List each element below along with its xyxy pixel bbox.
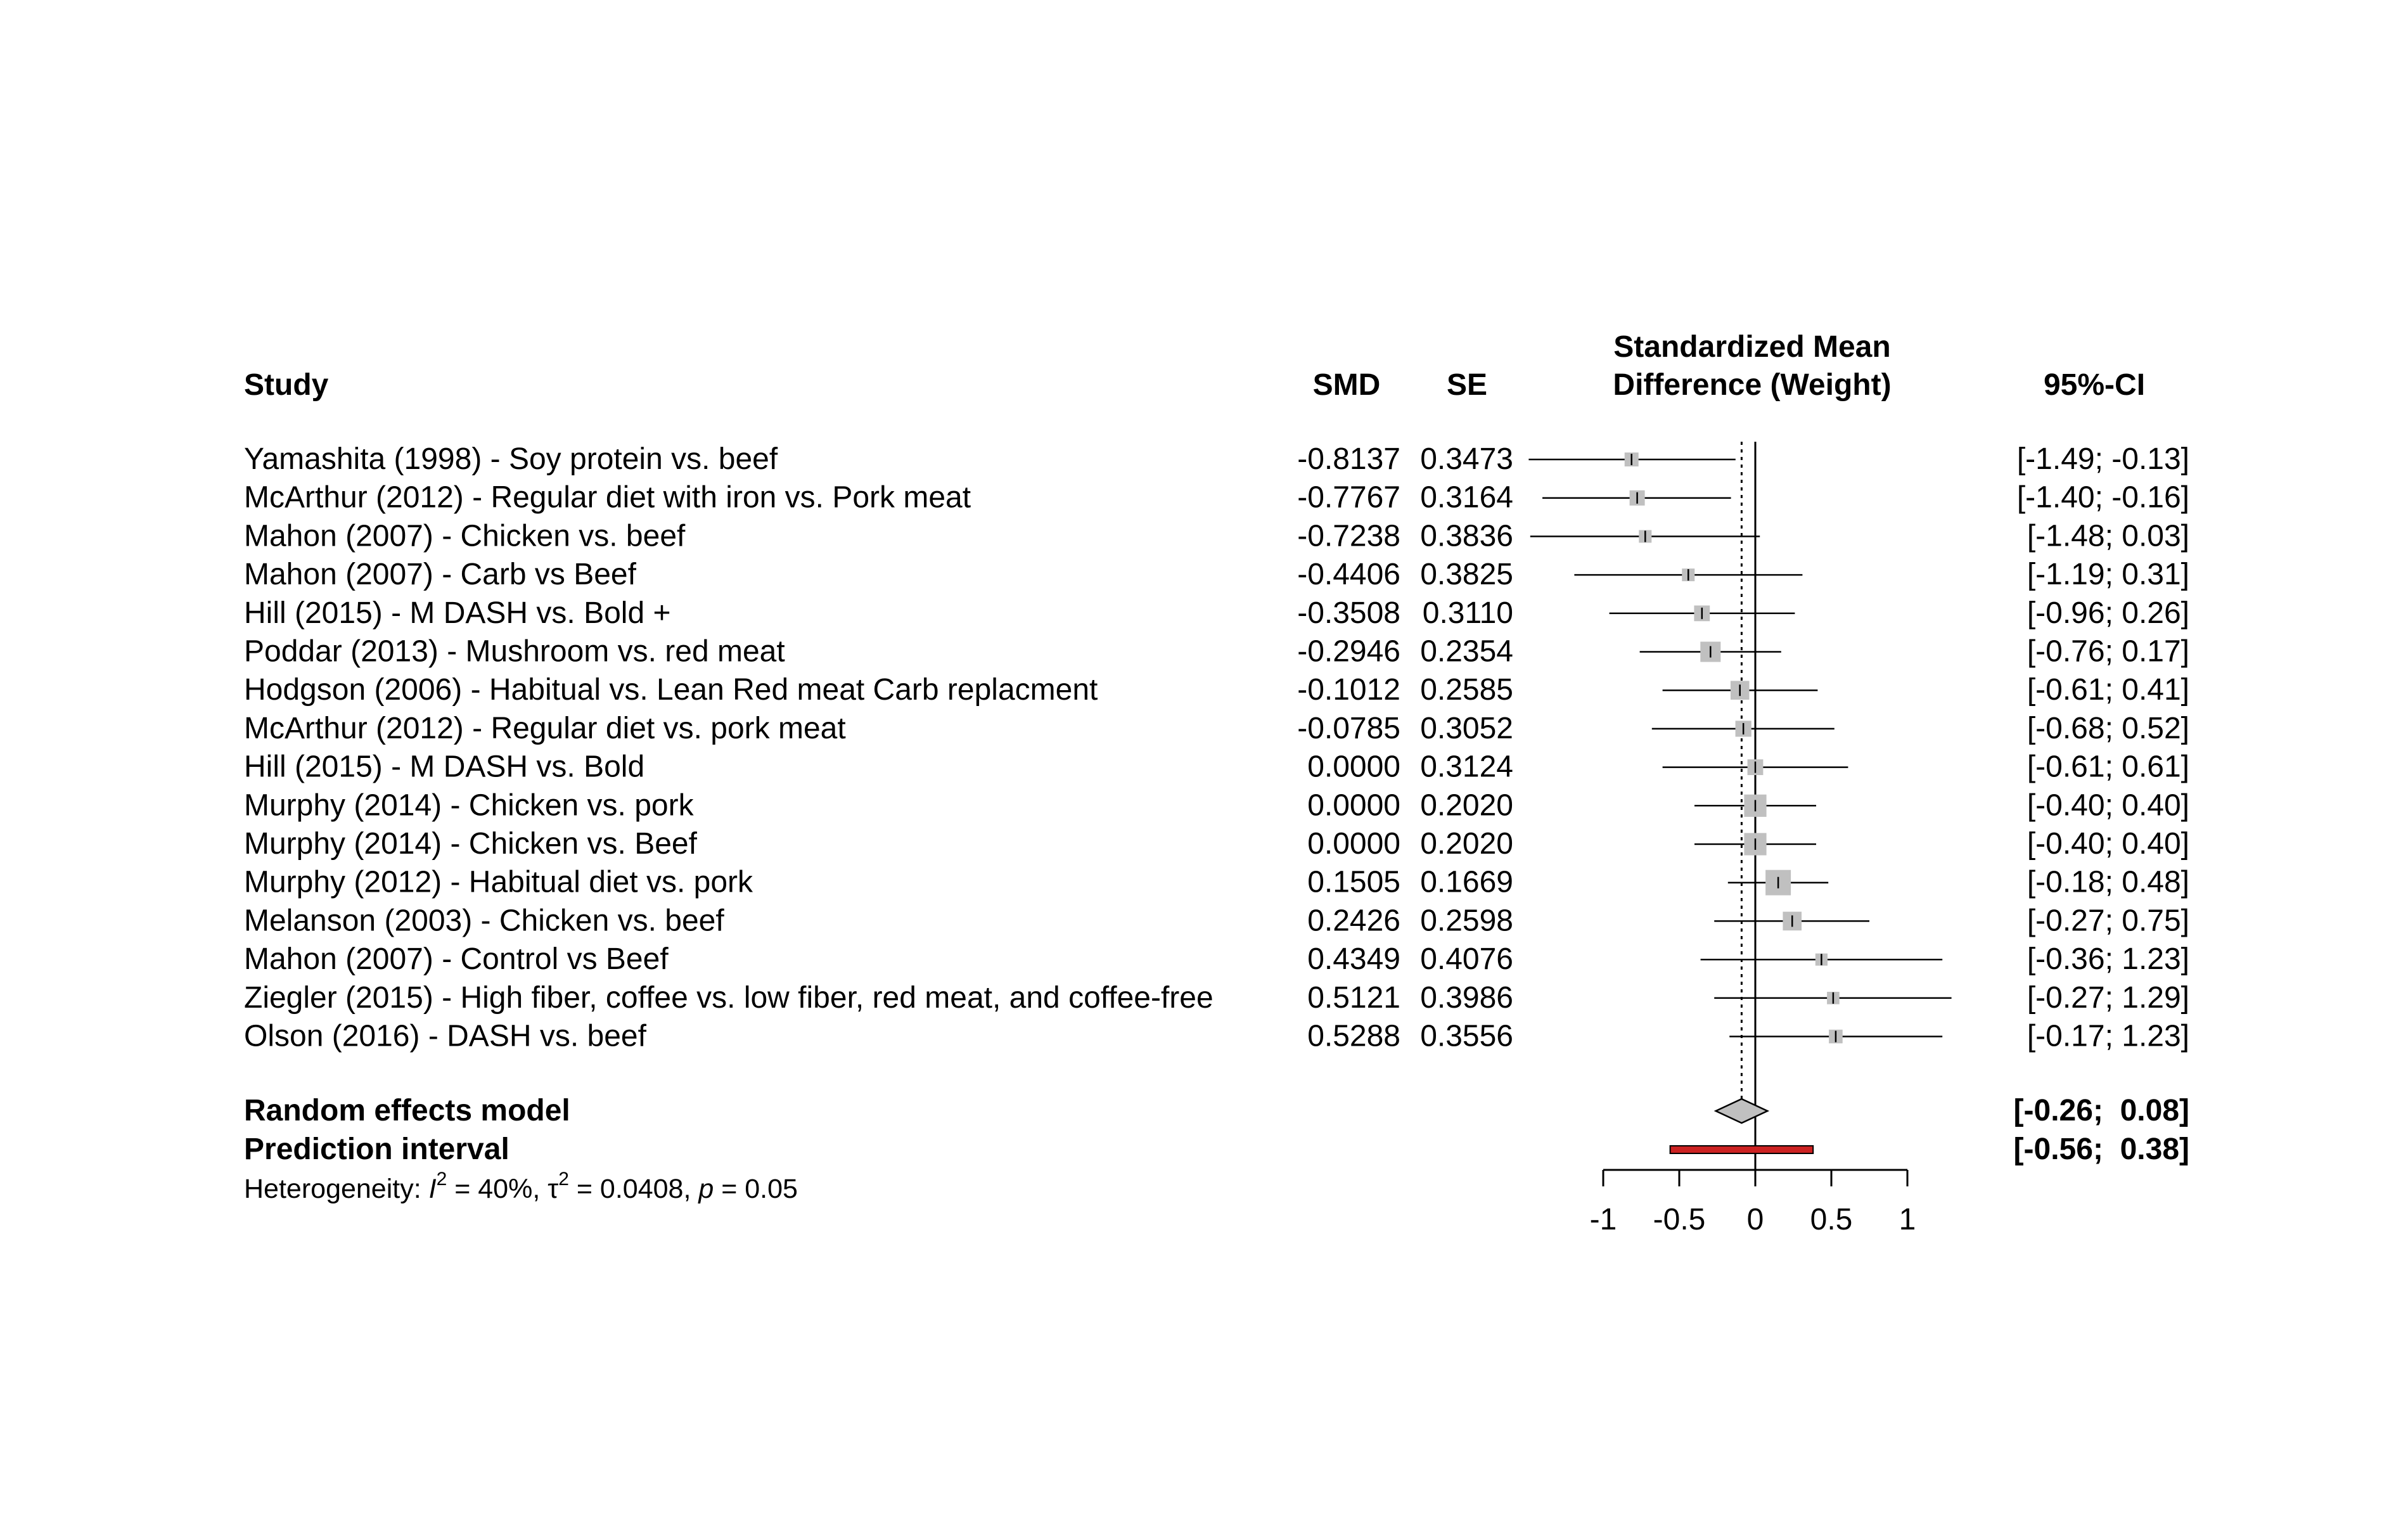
header-smd: SMD xyxy=(1312,368,1381,402)
study-label: Murphy (2014) - Chicken vs. Beef xyxy=(244,827,697,861)
study-ci: [-0.27; 1.29] xyxy=(2027,980,2189,1015)
study-se: 0.3124 xyxy=(1420,750,1513,784)
study-smd: 0.5121 xyxy=(1307,980,1400,1015)
study-ci: [-0.76; 0.17] xyxy=(2027,634,2189,669)
random-effects-diamond xyxy=(1716,1099,1768,1123)
study-smd: -0.0785 xyxy=(1297,711,1400,745)
study-smd: -0.7238 xyxy=(1297,519,1400,553)
study-ci: [-0.17; 1.23] xyxy=(2027,1019,2189,1053)
x-axis-tick-label: -1 xyxy=(1589,1203,1617,1236)
het-p-value: = 0.05 xyxy=(714,1174,798,1204)
study-marker xyxy=(1701,954,1943,966)
het-i2-symbol: I xyxy=(428,1174,437,1204)
study-ci: [-1.19; 0.31] xyxy=(2027,558,2189,592)
study-marker xyxy=(1652,721,1835,736)
study-ci: [-0.61; 0.41] xyxy=(2027,673,2189,707)
het-prefix: Heterogeneity: xyxy=(244,1174,429,1204)
study-label: Hill (2015) - M DASH vs. Bold xyxy=(244,750,645,784)
study-marker xyxy=(1610,605,1795,621)
study-smd: 0.5288 xyxy=(1307,1019,1400,1053)
study-smd: 0.0000 xyxy=(1307,827,1400,861)
study-ci: [-0.40; 0.40] xyxy=(2027,788,2189,823)
het-tau2-symbol: τ xyxy=(548,1174,559,1204)
study-smd: -0.3508 xyxy=(1297,596,1400,630)
header-se: SE xyxy=(1446,368,1488,402)
study-se: 0.3110 xyxy=(1422,596,1513,630)
het-i2-sup: 2 xyxy=(436,1169,447,1190)
study-marker xyxy=(1728,870,1828,895)
x-axis-tick-label: 0 xyxy=(1746,1203,1764,1236)
study-label: McArthur (2012) - Regular diet with iron vs. Pork meat xyxy=(244,480,971,515)
header-study: Study xyxy=(244,368,329,402)
study-marker xyxy=(1663,759,1848,775)
study-se: 0.3052 xyxy=(1420,711,1513,745)
header-effect-line2: Difference (Weight) xyxy=(1613,368,1892,402)
study-smd: -0.7767 xyxy=(1297,480,1400,515)
study-label: Poddar (2013) - Mushroom vs. red meat xyxy=(244,634,785,669)
study-marker xyxy=(1574,568,1802,581)
study-smd: 0.4349 xyxy=(1307,942,1400,977)
study-se: 0.3556 xyxy=(1420,1019,1513,1053)
study-ci: [-0.18; 0.48] xyxy=(2027,865,2189,899)
study-se: 0.2598 xyxy=(1420,904,1513,938)
study-ci: [-1.48; 0.03] xyxy=(2027,519,2189,553)
study-label: McArthur (2012) - Regular diet vs. pork meat xyxy=(244,711,846,745)
random-effects-ci: [-0.26; 0.08] xyxy=(2013,1094,2189,1127)
study-marker xyxy=(1663,681,1818,700)
study-smd: 0.0000 xyxy=(1307,788,1400,823)
random-effects-label: Random effects model xyxy=(244,1094,570,1127)
study-label: Mahon (2007) - Control vs Beef xyxy=(244,942,669,977)
header-effect-line1: Standardized Mean xyxy=(1613,330,1891,364)
study-ci: [-0.96; 0.26] xyxy=(2027,596,2189,630)
study-se: 0.3473 xyxy=(1420,442,1513,476)
study-marker xyxy=(1694,795,1816,817)
study-marker xyxy=(1640,642,1781,662)
header-ci: 95%-CI xyxy=(2043,368,2146,402)
study-marker xyxy=(1530,530,1760,542)
prediction-interval-bar xyxy=(1670,1146,1814,1153)
het-i2-value: = 40%, xyxy=(447,1174,548,1204)
study-se: 0.3825 xyxy=(1420,558,1513,592)
study-se: 0.2585 xyxy=(1420,673,1513,707)
study-se: 0.3164 xyxy=(1420,480,1513,515)
study-ci: [-0.40; 0.40] xyxy=(2027,827,2189,861)
plot-area xyxy=(1528,442,1951,1236)
study-marker xyxy=(1714,992,1951,1004)
study-smd: -0.1012 xyxy=(1297,673,1400,707)
study-smd: -0.4406 xyxy=(1297,558,1400,592)
study-se: 0.2354 xyxy=(1420,634,1513,669)
study-se: 0.4076 xyxy=(1420,942,1513,977)
study-label: Hill (2015) - M DASH vs. Bold + xyxy=(244,596,671,630)
study-label: Mahon (2007) - Chicken vs. beef xyxy=(244,519,686,553)
study-smd: -0.8137 xyxy=(1297,442,1400,476)
het-tau2-value: = 0.0408, xyxy=(568,1174,699,1204)
study-marker xyxy=(1694,833,1816,855)
study-marker xyxy=(1528,452,1735,466)
study-marker xyxy=(1714,912,1869,931)
study-marker xyxy=(1542,491,1731,506)
study-rows xyxy=(244,442,2189,1053)
study-smd: 0.1505 xyxy=(1307,865,1400,899)
study-ci: [-1.40; -0.16] xyxy=(2016,480,2189,515)
study-smd: -0.2946 xyxy=(1297,634,1400,669)
study-ci: [-0.61; 0.61] xyxy=(2027,750,2189,784)
study-smd: 0.0000 xyxy=(1307,750,1400,784)
study-ci: [-0.68; 0.52] xyxy=(2027,711,2189,745)
study-label: Hodgson (2006) - Habitual vs. Lean Red meat Carb replacment xyxy=(244,673,1098,707)
study-label: Olson (2016) - DASH vs. beef xyxy=(244,1019,646,1053)
study-se: 0.3836 xyxy=(1420,519,1513,553)
study-label: Murphy (2014) - Chicken vs. pork xyxy=(244,788,694,823)
heterogeneity-text xyxy=(244,1169,798,1204)
study-se: 0.2020 xyxy=(1420,827,1513,861)
study-ci: [-1.49; -0.13] xyxy=(2016,442,2189,476)
study-label: Melanson (2003) - Chicken vs. beef xyxy=(244,904,724,938)
study-se: 0.1669 xyxy=(1420,865,1513,899)
het-tau2-sup: 2 xyxy=(558,1169,569,1190)
prediction-interval-label: Prediction interval xyxy=(244,1133,509,1166)
study-smd: 0.2426 xyxy=(1307,904,1400,938)
study-label: Yamashita (1998) - Soy protein vs. beef xyxy=(244,442,778,476)
study-ci: [-0.36; 1.23] xyxy=(2027,942,2189,977)
x-axis-tick-label: 0.5 xyxy=(1810,1203,1853,1236)
study-marker xyxy=(1729,1030,1942,1044)
study-se: 0.3986 xyxy=(1420,980,1513,1015)
x-axis-tick-label: -0.5 xyxy=(1653,1203,1706,1236)
study-se: 0.2020 xyxy=(1420,788,1513,823)
study-label: Ziegler (2015) - High fiber, coffee vs. low fiber, red meat, and coffee-free xyxy=(244,980,1214,1015)
het-p-symbol: p xyxy=(698,1174,714,1204)
study-label: Mahon (2007) - Carb vs Beef xyxy=(244,558,636,592)
study-ci: [-0.27; 0.75] xyxy=(2027,904,2189,938)
study-label: Murphy (2012) - Habitual diet vs. pork xyxy=(244,865,753,899)
x-axis-tick-label: 1 xyxy=(1899,1203,1916,1236)
prediction-interval-ci: [-0.56; 0.38] xyxy=(2013,1133,2189,1166)
